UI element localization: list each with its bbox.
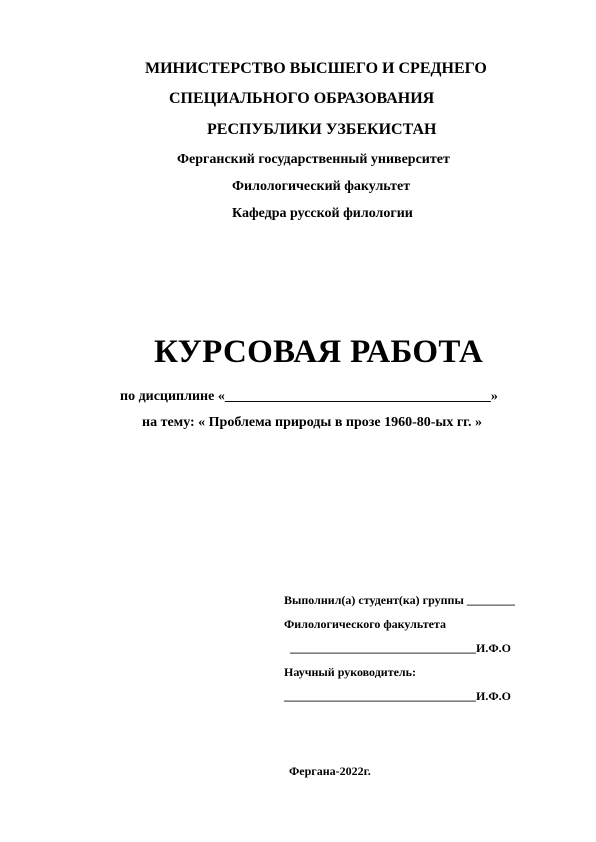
ministry-line-2: СПЕЦИАЛЬНОГО ОБРАЗОВАНИЯ	[169, 90, 435, 107]
discipline-line: по дисциплине «______________________________________»	[120, 389, 498, 404]
ministry-line-1: МИНИСТЕРСТВО ВЫСШЕГО И СРЕДНЕГО	[145, 60, 487, 77]
faculty-name: Филологический факультет	[232, 179, 411, 194]
faculty-line: Филологического факультета	[284, 617, 446, 631]
supervisor-name-line: ________________________________И.Ф.О	[284, 689, 511, 703]
republic-line: РЕСПУБЛИКИ УЗБЕКИСТАН	[207, 121, 437, 138]
supervisor-label: Научный руководитель:	[284, 665, 416, 679]
city-year: Фергана-2022г.	[289, 764, 371, 778]
department-name: Кафедра русской филологии	[232, 206, 413, 221]
university-name: Ферганский государственный университет	[177, 152, 450, 167]
performed-by-line: Выполнил(а) студент(ка) группы ________	[284, 593, 515, 607]
topic-line: на тему: « Проблема природы в прозе 1960-80-ых гг. »	[142, 415, 482, 430]
document-title: КУРСОВАЯ РАБОТА	[154, 334, 484, 370]
student-name-line: _______________________________И.Ф.О	[284, 641, 511, 655]
